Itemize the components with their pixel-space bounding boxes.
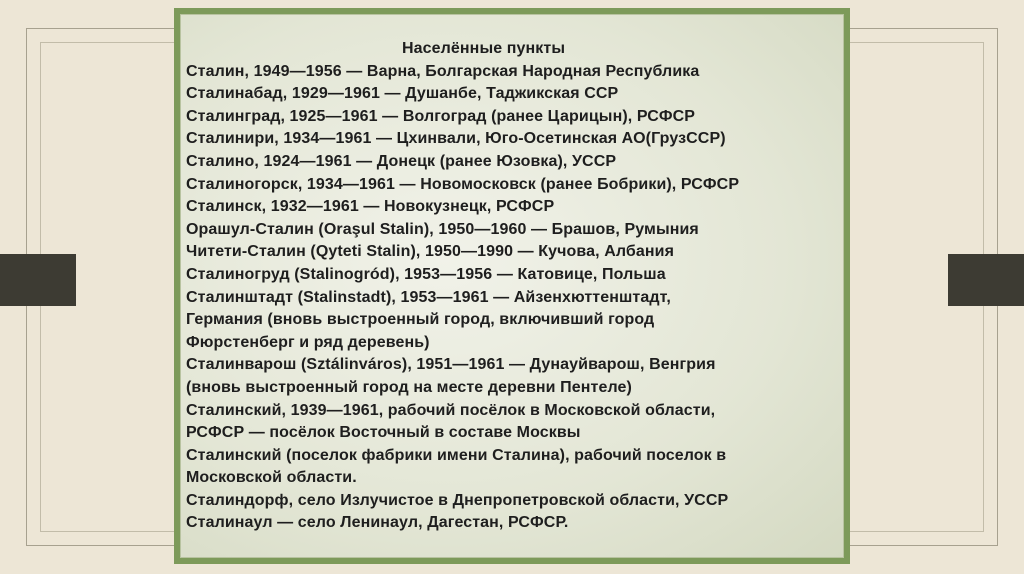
text-line: Фюрстенберг и ряд деревень) [186,333,430,351]
text-line: Сталинварош (Sztálinváros), 1951—1961 — Дунауйварош, Венгрия [186,356,716,374]
text-line: РСФСР — посёлок Восточный в составе Москвы [186,424,581,442]
text-line: Сталинштадт (Stalinstadt), 1953—1961 — Айзенхюттенштадт, [186,288,671,306]
text-line: Сталинск, 1932—1961 — Новокузнецк, РСФСР [186,198,555,216]
text-line: Сталинград, 1925—1961 — Волгоград (ранее Царицын), РСФСР [186,107,696,125]
text-line: Читети-Сталин (Qyteti Stalin), 1950—1990 — Кучова, Албания [186,243,675,261]
content-card [174,8,850,564]
text-line: Сталиногорск, 1934—1961 — Новомосковск (ранее Бобрики), РСФСР [186,175,740,193]
text-line: Сталино, 1924—1961 — Донецк (ранее Юзовка), УССР [186,152,617,170]
text-line: Сталиндорф, село Излучистое в Днепропетровской области, УССР [186,491,729,509]
text-line: Сталинский, 1939—1961, рабочий посёлок в Московской области, [186,401,716,419]
text-line: (вновь выстроенный город на месте деревни Пентеле) [186,378,632,396]
slide-heading: Населённые пункты [402,40,566,57]
text-line: Сталинаул — село Ленинаул, Дагестан, РСФСР. [186,514,569,532]
text-line: Сталинабад, 1929—1961 — Душанбе, Таджикская ССР [186,85,619,103]
left-side-tab [0,254,76,306]
text-line: Сталин, 1949—1956 — Варна, Болгарская Народная Республика [186,62,700,80]
settlements-text [186,38,846,535]
right-side-tab [948,254,1024,306]
text-line: Орашул-Сталин (Oraşul Stalin), 1950—1960 — Брашов, Румыния [186,220,699,238]
text-line: Сталинский (поселок фабрики имени Сталина), рабочий поселок в [186,446,727,464]
text-line: Германия (вновь выстроенный город, включивший город [186,311,655,329]
text-line: Сталинири, 1934—1961 — Цхинвали, Юго-Осетинская АО(ГрузССР) [186,130,726,148]
text-line: Московской области. [186,469,357,487]
text-line: Сталиногруд (Stalinogród), 1953—1956 — Катовице, Польша [186,265,666,283]
